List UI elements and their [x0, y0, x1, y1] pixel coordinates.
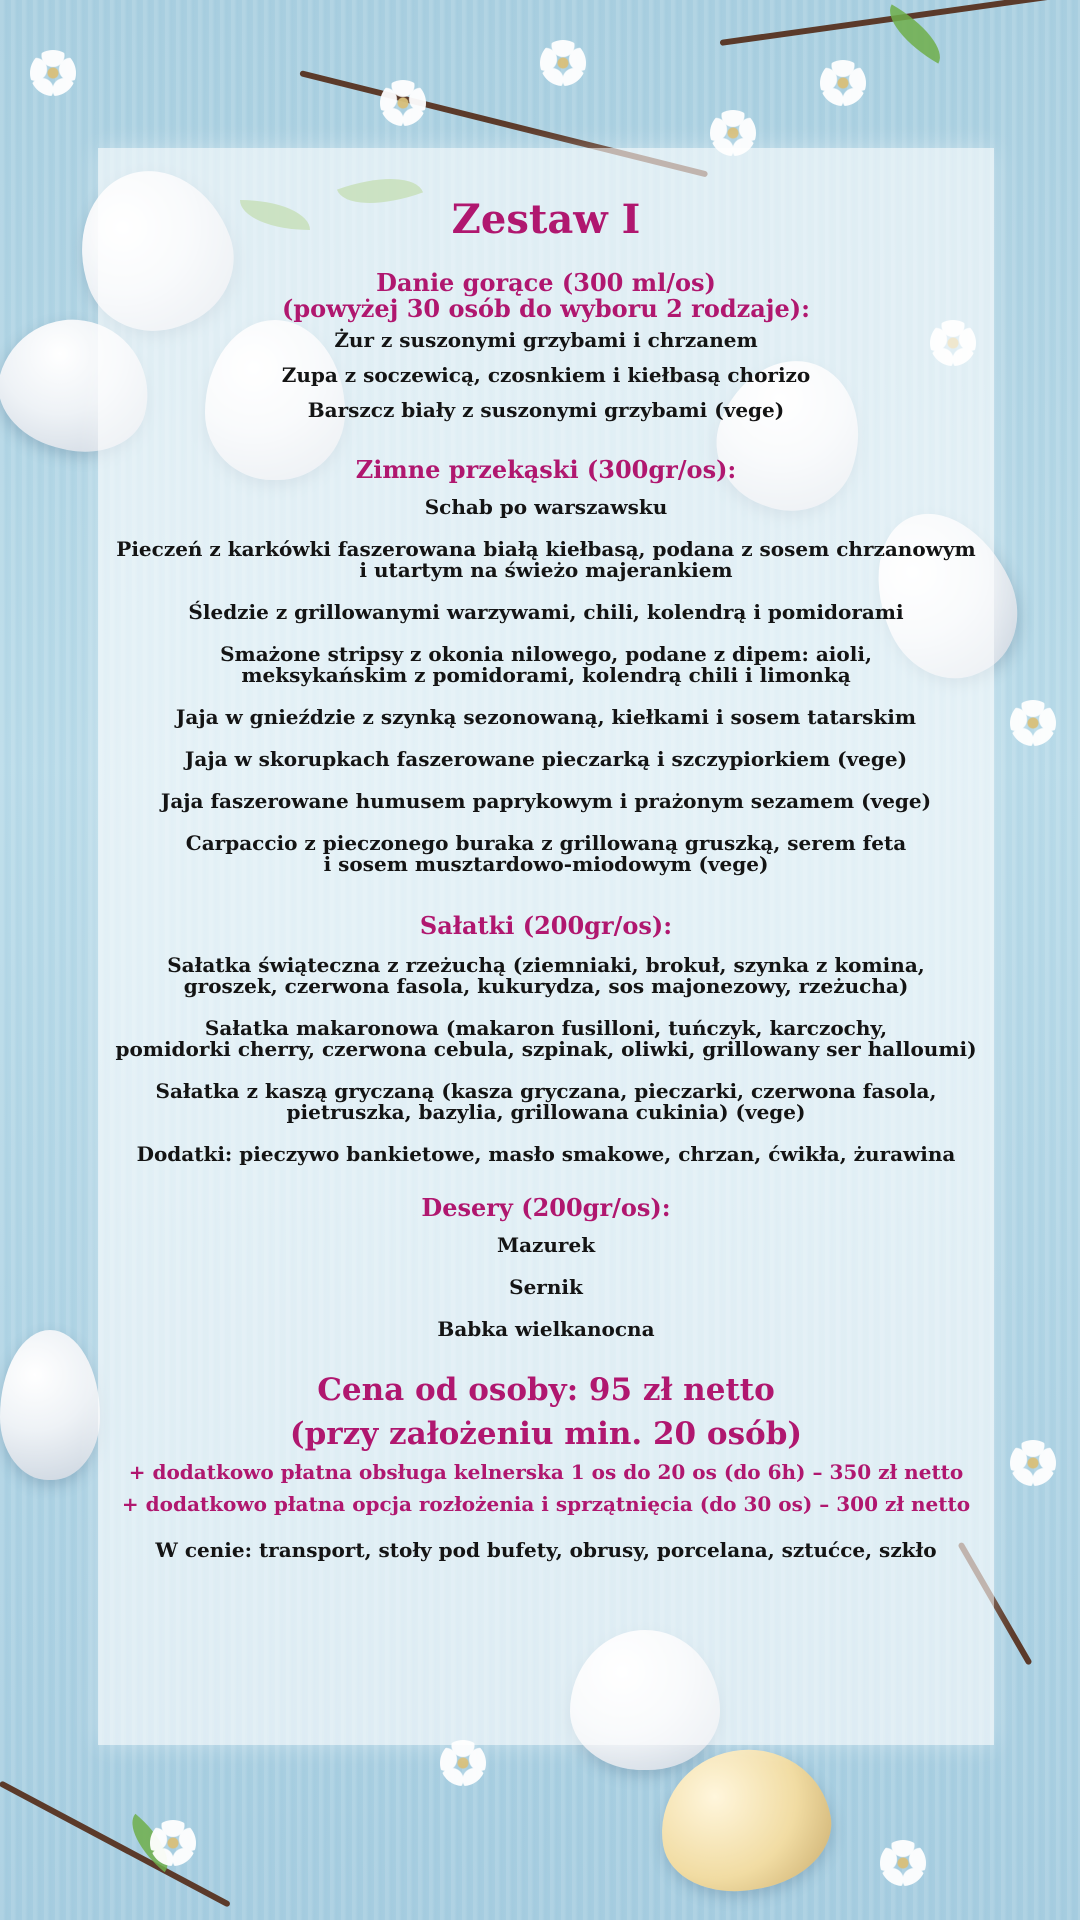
menu-item: Schab po warszawsku: [424, 495, 668, 519]
menu-panel: [98, 148, 994, 1745]
menu-item: [98, 539, 994, 581]
menu-item-line: pietruszka, bazylia, grillowana cukinia) (vege): [286, 1100, 806, 1124]
menu-item-line: pomidorki cherry, czerwona cebula, szpinak, oliwki, grillowany ser halloumi): [115, 1037, 977, 1061]
menu-item-line: i sosem musztardowo-miodowym (vege): [323, 852, 769, 876]
page-title: Zestaw I: [451, 196, 641, 243]
menu-item: [98, 644, 994, 686]
extra-fee-setup: + dodatkowo płatna opcja rozłożenia i sprzątnięcia (do 30 os) – 300 zł netto: [121, 1492, 971, 1516]
menu-item: Jaja w skorupkach faszerowane pieczarką i szczypiorkiem (vege): [184, 747, 908, 771]
menu-item: Barszcz biały z suszonymi grzybami (vege): [307, 398, 785, 422]
blossom-decoration: [1010, 1440, 1056, 1486]
easter-egg-decoration: [0, 1330, 100, 1480]
blossom-decoration: [1010, 700, 1056, 746]
branch-decoration: [0, 1780, 231, 1907]
price-condition: (przy założeniu min. 20 osób): [289, 1416, 803, 1452]
menu-item-line: meksykańskim z pomidorami, kolendrą chili i limonką: [241, 663, 851, 687]
menu-item: [98, 955, 994, 997]
section-heading: Zimne przekąski (300gr/os):: [355, 455, 737, 484]
menu-item: Jaja faszerowane humusem paprykowym i prażonym sezamem (vege): [160, 789, 932, 813]
blossom-decoration: [540, 40, 586, 86]
section-heading: Desery (200gr/os):: [421, 1193, 671, 1222]
salads-section: [98, 913, 994, 1165]
menu-item-line: Sałatka z kaszą gryczaną (kasza gryczana, pieczarki, czerwona fasola,: [155, 1079, 937, 1103]
menu-item-line: Carpaccio z pieczonego buraka z grillowaną gruszką, serem feta: [185, 831, 907, 855]
menu-item: Babka wielkanocna: [437, 1317, 655, 1341]
section-heading: Sałatki (200gr/os):: [419, 911, 673, 940]
desserts-section: [98, 1195, 994, 1340]
section-heading: Danie gorące (300 ml/os): [376, 268, 716, 297]
extra-fee-waiter: + dodatkowo płatna obsługa kelnerska 1 os do 20 os (do 6h) – 350 zł netto: [128, 1460, 964, 1484]
menu-item: Zupa z soczewicą, czosnkiem i kiełbasą chorizo: [281, 363, 811, 387]
menu-item: Mazurek: [496, 1233, 596, 1257]
menu-item-line: Sałatka makaronowa (makaron fusilloni, tuńczyk, karczochy,: [204, 1016, 888, 1040]
price-per-person: Cena od osoby: 95 zł netto: [317, 1372, 775, 1408]
menu-item: [98, 1018, 994, 1060]
menu-item-line: i utartym na świeżo majerankiem: [359, 558, 733, 582]
blossom-decoration: [880, 1840, 926, 1886]
blossom-decoration: [820, 60, 866, 106]
menu-item-line: Sałatka świąteczna z rzeżuchą (ziemniaki, brokuł, szynka z komina,: [167, 953, 925, 977]
menu-item: [98, 1081, 994, 1123]
cold-appetizers-section: [98, 457, 994, 875]
menu-item: Śledzie z grillowanymi warzywami, chili, kolendrą i pomidorami: [188, 600, 904, 624]
blossom-decoration: [30, 50, 76, 96]
blossom-decoration: [440, 1740, 486, 1786]
section-heading: (powyżej 30 osób do wyboru 2 rodzaje):: [282, 294, 810, 323]
menu-item: Dodatki: pieczywo bankietowe, masło smakowe, chrzan, ćwikła, żurawina: [136, 1142, 956, 1166]
price-included: W cenie: transport, stoły pod bufety, obrusy, porcelana, sztućce, szkło: [155, 1538, 937, 1562]
menu-item-line: Smażone stripsy z okonia nilowego, podane z dipem: aioli,: [220, 642, 872, 666]
blossom-decoration: [150, 1820, 196, 1866]
menu-item-line: groszek, czerwona fasola, kukurydza, sos majonezowy, rzeżucha): [183, 974, 909, 998]
menu-item: [98, 833, 994, 875]
blossom-decoration: [380, 80, 426, 126]
menu-item-line: Pieczeń z karkówki faszerowana białą kiełbasą, podana z sosem chrzanowym: [116, 537, 976, 561]
menu-item: Sernik: [509, 1275, 583, 1299]
menu-item: Żur z suszonymi grzybami i chrzanem: [334, 328, 758, 352]
menu-item: Jaja w gnieździe z szynką sezonowaną, kiełkami i sosem tatarskim: [175, 705, 917, 729]
price-section: [98, 1368, 994, 1561]
hot-dishes-section: [98, 270, 994, 421]
